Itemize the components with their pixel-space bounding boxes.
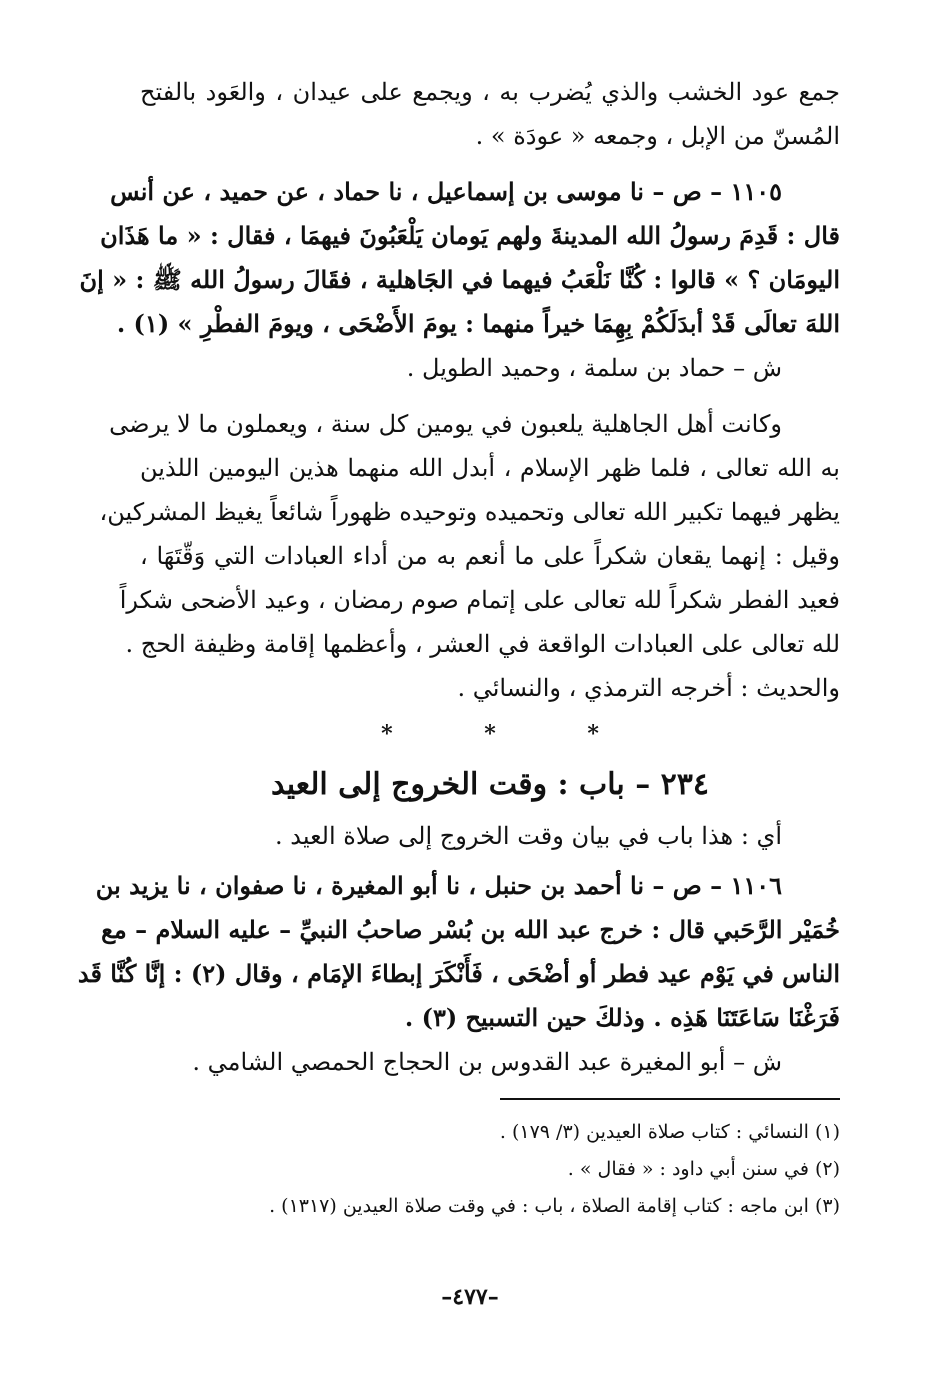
text-line: الناس في يَوْم عيد فطر أو أضْحَى ، فَأَنْكَرَ إبطاءَ الإمَام ، وقال (٢) : إنَّا كُنَّا قَد [77,959,840,988]
section-divider: * * * [381,721,641,747]
sharh-1105 [140,346,840,390]
text-line: خُمَيْر الرَّحَبي قال : خرج عبد الله بن بُسْر صاحبُ النبيِّ – عليه السلام – مع [101,915,840,944]
footnote: (٢) في سنن أبي داود : « فقال » . [567,1158,840,1180]
hadith-1105 [79,170,840,346]
footnote: (١) النسائي : كتاب صلاة العيدين (٣/ ١٧٩) . [499,1121,840,1143]
commentary-paragraph [99,402,840,710]
chapter-explanation [140,814,840,858]
footnotes [140,1114,840,1225]
sharh-1106 [140,1040,840,1084]
footnote-separator [500,1098,840,1100]
text-line: وكانت أهل الجاهلية يلعبون في يومين كل سنة ، ويعملون ما لا يرضى [109,410,782,438]
text-line: والحديث : أخرجه الترمذي ، والنسائي . [457,674,840,702]
text-line: فَرَغْنَا سَاعَتَنَا هَذِه . وذلكَ حين التسبيح (٣) . [404,1003,840,1032]
text-line: ١١٠٦ – ص – نا أحمد بن حنبل ، نا أبو المغيرة ، نا صفوان ، نا يزيد بن [95,871,782,900]
text-line: جمع عود الخشب والذي يُضرب به ، ويجمع على عيدان ، والعَود بالفتح [140,78,840,106]
text-line: ١١٠٥ – ص – نا موسى بن إسماعيل ، نا حماد ، عن حميد ، عن أنس [110,177,782,206]
text-line: اليومَان ؟ » قالوا : كُنَّا نَلْعَبُ فيهما في الجَاهلية ، فقَالَ رسولُ الله ﷺ : « إنَ [79,265,840,294]
intro-paragraph [140,70,840,158]
text-line: يظهر فيهما تكبير الله تعالى وتحميده وتوحيده ظهوراً شائعاً يغيظ المشركين، [99,498,840,526]
text-line: فعيد الفطر شكراً لله تعالى على إتمام صوم رمضان ، وعيد الأضحى شكراً [119,586,840,614]
chapter-title: ٢٣٤ – باب : وقت الخروج إلى العيد [270,767,710,802]
text-line: وقيل : إنهما يقعان شكراً على ما أنعم به من أداء العبادات التي وَقّتَهَا ، [140,542,840,570]
text-line: المُسنّ من الإبل ، وجمعه « عودَة » . [475,122,840,150]
text-line: لله تعالى على العبادات الواقعة في العشر ، وأعظمها إقامة وظيفة الحج . [125,630,840,658]
text-line: أي : هذا باب في بيان وقت الخروج إلى صلاة العيد . [274,822,782,850]
footnote: (٣) ابن ماجه : كتاب إقامة الصلاة ، باب : في وقت صلاة العيدين (١٣١٧) . [269,1195,840,1217]
page-number: –٤٧٧– [441,1284,499,1310]
text-line: به الله تعالى ، فلما ظهر الإسلام ، أبدل الله منهما هذين اليومين اللذين [140,454,840,482]
text-line: ش – حماد بن سلمة ، وحميد الطويل . [406,354,782,382]
text-line: ش – أبو المغيرة عبد القدوس بن الحجاج الحمصي الشامي . [192,1048,782,1076]
text-line: اللهَ تعالَى قَدْ أبدَلَكُمْ بِهِمَا خيراً منهما : يومَ الأَضْحَى ، ويومَ الفطْرِ » (١) . [116,309,840,338]
text-line: قال : قَدِمَ رسولُ الله المدينةَ ولهم يَومان يَلْعَبُونَ فيهمَا ، فقال : « ما هَذَان [100,221,840,250]
hadith-1106 [77,864,840,1040]
